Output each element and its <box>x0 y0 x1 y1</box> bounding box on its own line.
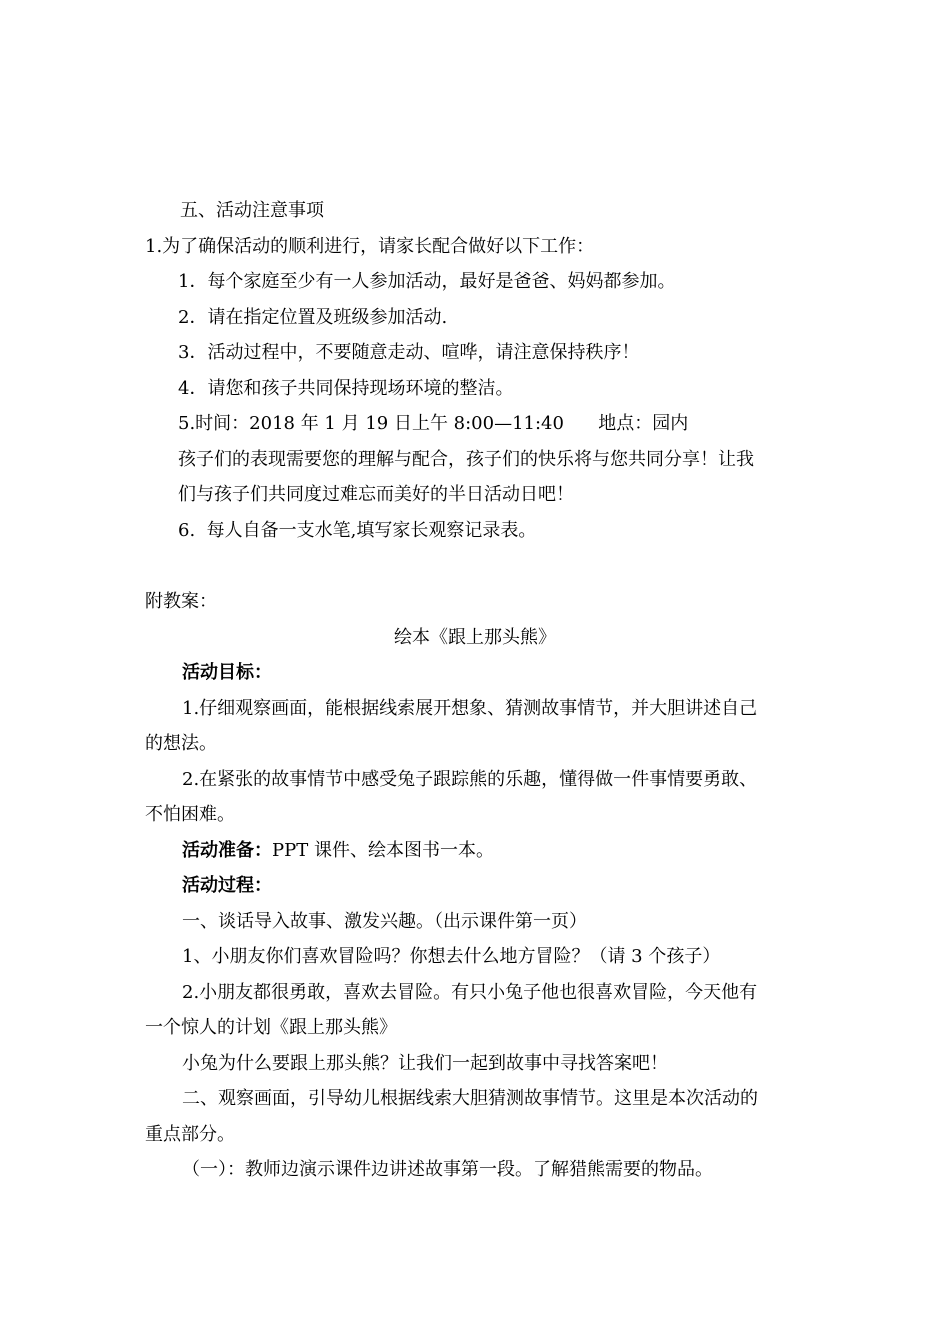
goal-2-line-1: 2.在紧张的故事情节中感受兔子跟踪熊的乐趣，懂得做一件事情要勇敢、 <box>182 769 758 790</box>
goals-heading: 活动目标： <box>182 662 272 683</box>
step-1-question-2-line-2: 一个惊人的计划《跟上那头熊》 <box>145 1017 397 1038</box>
goal-1-line-2: 的想法。 <box>145 733 217 754</box>
goal-1-line-1: 1.仔细观察画面，能根据线索展开想象、猜测故事情节，并大胆讲述自己 <box>182 698 758 719</box>
prep-line <box>182 839 494 863</box>
lesson-title: 绘本《跟上那头熊》 <box>394 627 556 648</box>
notice-item-2: 2．请在指定位置及班级参加活动. <box>178 307 448 328</box>
notice-item-5-time-place: 5.时间：2018 年 1 月 19 日上午 8:00—11:40 地点：园内 <box>178 413 689 434</box>
step-2-line-2: 重点部分。 <box>145 1124 235 1145</box>
appendix-label: 附教案： <box>145 591 217 612</box>
step-2-line-1: 二、观察画面，引导幼儿根据线索大胆猜测故事情节。这里是本次活动的 <box>182 1088 758 1109</box>
step-1: 一、谈话导入故事、激发兴趣。（出示课件第一页） <box>182 911 587 932</box>
notice-item-1: 1．每个家庭至少有一人参加活动，最好是爸爸、妈妈都参加。 <box>178 271 676 292</box>
step-1-question-3: 小兔为什么要跟上那头熊？让我们一起到故事中寻找答案吧！ <box>182 1053 668 1074</box>
notice-closing-line-1: 孩子们的表现需要您的理解与配合，孩子们的快乐将与您共同分享！让我 <box>178 449 754 470</box>
notice-closing-line-2: 们与孩子们共同度过难忘而美好的半日活动日吧！ <box>178 484 574 505</box>
step-1-question-1: 1、小朋友你们喜欢冒险吗？你想去什么地方冒险？（请 3 个孩子） <box>182 946 721 967</box>
notice-item-6: 6. 每人自备一支水笔,填写家长观察记录表。 <box>178 520 537 541</box>
process-heading: 活动过程： <box>182 875 272 896</box>
notice-item-4: 4．请您和孩子共同保持现场环境的整洁。 <box>178 378 514 399</box>
prep-text: PPT 课件、绘本图书一本。 <box>272 840 494 861</box>
step-1-question-2-line-1: 2.小朋友都很勇敢，喜欢去冒险。有只小兔子他也很喜欢冒险，今天他有 <box>182 982 758 1003</box>
notice-heading: 五、活动注意事项 <box>180 200 324 221</box>
notice-item-3: 3．活动过程中，不要随意走动、喧哗，请注意保持秩序！ <box>178 342 640 363</box>
prep-heading: 活动准备： <box>182 840 272 861</box>
notice-intro: 1.为了确保活动的顺利进行，请家长配合做好以下工作： <box>145 236 595 257</box>
step-2-sub-1: （一）：教师边演示课件边讲述故事第一段。了解猎熊需要的物品。 <box>182 1159 713 1180</box>
goal-2-line-2: 不怕困难。 <box>145 804 235 825</box>
